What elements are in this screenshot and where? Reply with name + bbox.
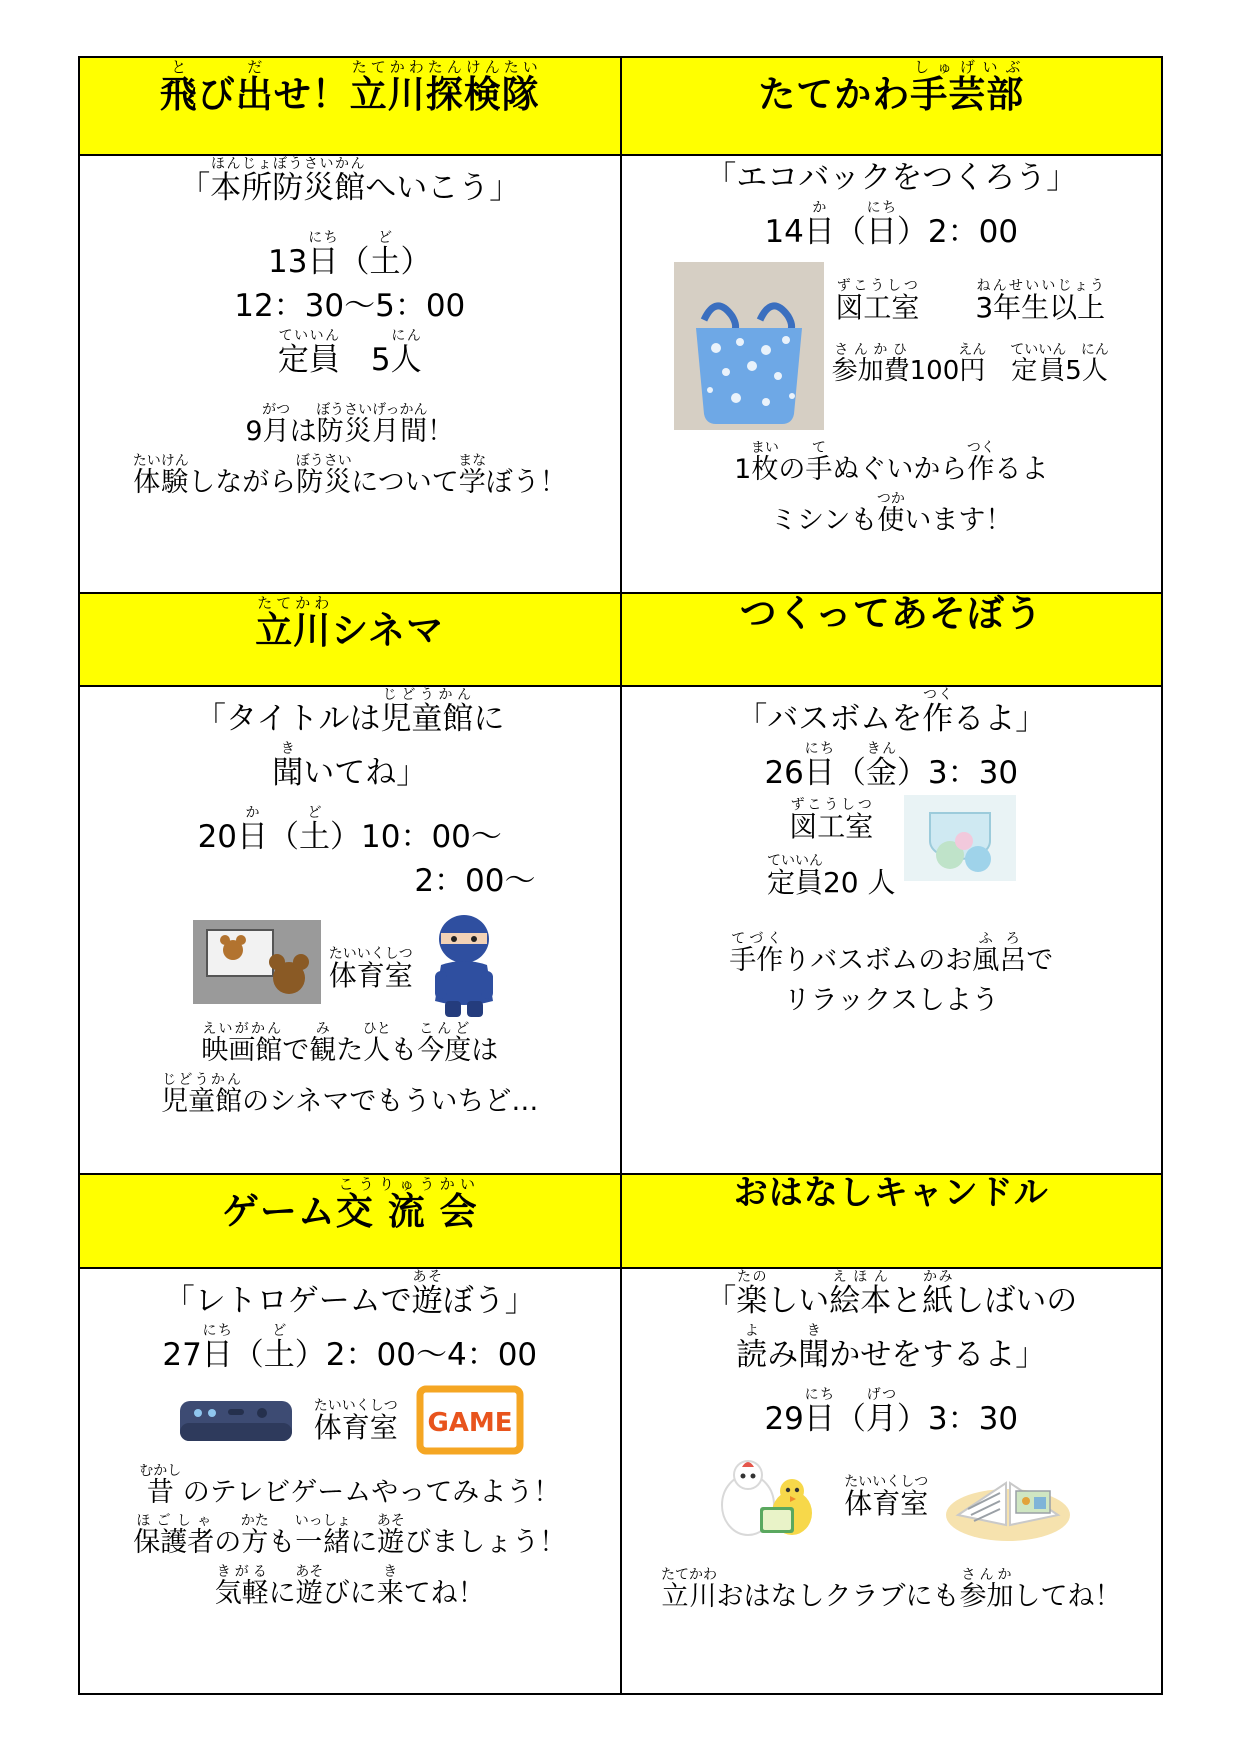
candle-title-line2: 読よみ聞きかせをするよ」 (736, 1322, 1047, 1373)
events-grid (78, 56, 1163, 1695)
header-shugei-title: たてかわ手芸部しゅげいぶ (758, 58, 1025, 116)
cinema-title-line1: 「タイトルは児童館じどうかんに (195, 687, 505, 738)
shugei-note-2: ミシンも使つかいます！ (770, 490, 1013, 536)
shugei-date: 14日か（日にち）2：00 (764, 200, 1019, 251)
header-cinema-title: 立川たてかわシネマ (255, 593, 445, 652)
picture-book-illustration (942, 1453, 1074, 1545)
game-note-2: 保護者ほごしゃの方かたも一緒いっしょに遊あそびましょう！ (133, 1513, 567, 1559)
game-badge (416, 1383, 524, 1457)
svg-text:GAME: GAME (427, 1407, 513, 1438)
header-game-title: ゲーム交 流 会こうりゅうかい (221, 1175, 478, 1233)
tanken-date: 13日にち（土ど） (268, 230, 432, 281)
chicks-illustration (708, 1451, 830, 1547)
shugei-note-1: 1枚まいの手てぬぐいから作つくるよ (734, 440, 1049, 486)
bathbomb-photo (904, 795, 1016, 881)
shugei-title: 「エコバックをつくろう」 (705, 160, 1078, 197)
eco-bag-photo (674, 262, 824, 430)
tsukutte-date: 26日にち（金きん）3：30 (764, 741, 1019, 792)
header-cinema (79, 593, 621, 687)
game-room: 体育室たいいくしつ (313, 1397, 398, 1444)
candle-room: 体育室たいいくしつ (844, 1473, 929, 1520)
cell-candle-body (621, 1268, 1163, 1694)
tsukutte-title: 「バスボムを作つくるよ」 (736, 687, 1047, 738)
game-console-illustration (176, 1387, 296, 1453)
tanken-capacity: 定員ていいん 5人にん (277, 328, 422, 379)
cinema-title-line2: 聞きいてね」 (272, 741, 428, 792)
shugei-fee-capacity: 参加費さんかひ100円えん 定員ていいん5人にん (831, 341, 1109, 386)
tanken-note-2: 体験たいけんしながら防災ぼうさいについて学まなぼう！ (132, 452, 567, 498)
tanken-note-1: 9月がつは防災月間ぼうさいげっかん！ (245, 402, 455, 448)
game-note-3: 気軽きがるに遊あそびに来きてね！ (214, 1563, 485, 1609)
header-tsukutte (621, 593, 1163, 687)
candle-title-line1: 「楽たのしい絵本えほんと紙かみしばいの (705, 1268, 1078, 1319)
cell-game-body (79, 1268, 621, 1694)
tsukutte-capacity: 定員ていいん20 人 (766, 853, 896, 900)
cell-shugei-body (621, 155, 1163, 592)
tsukutte-room: 図工室ずこうしつ (789, 797, 874, 844)
header-shugei (621, 57, 1163, 155)
game-title: 「レトロゲームで遊あそぼう」 (163, 1268, 536, 1319)
cinema-note-1: 映画館えいがかんで観みた人ひとも今度こんどは (201, 1021, 499, 1067)
header-game (79, 1174, 621, 1268)
cell-tanken-body (79, 155, 621, 592)
cell-tsukutte-body (621, 686, 1163, 1174)
header-tanken-title: 飛とび出だせ！立川探検隊たてかわたんけんたい (159, 58, 540, 116)
cell-cinema-body (79, 686, 621, 1174)
header-tsukutte-title: つくってあそぼう (739, 591, 1043, 635)
tanken-title: 「本所防災館ほんじょぼうさいかんへいこう」 (179, 156, 521, 207)
shugei-room-grade: 図工室ずこうしつ 3年生以上ねんせいいじょう (835, 278, 1106, 325)
header-tanken (79, 57, 621, 155)
cinema-time2: 2：00〜 (414, 863, 536, 900)
film-screen-photo (193, 920, 321, 1004)
bathbomb-illustration (904, 795, 1016, 881)
header-candle-title: おはなしキャンドル (733, 1173, 1049, 1213)
tanken-time: 12：30〜5：00 (234, 288, 466, 325)
ninja-illustration (421, 903, 507, 1021)
cinema-date: 20日か（土ど）10：00〜 (197, 805, 502, 856)
game-note-1: 昔むかし のテレビゲームやってみよう！ (139, 1462, 561, 1508)
cinema-note-2: 児童館じどうかんのシネマでもういちど… (161, 1071, 539, 1117)
film-screen-illustration (193, 920, 321, 1004)
tsukutte-note-2: リラックスしよう (783, 985, 999, 1017)
game-date: 27日にち（土ど）2：00〜4：00 (162, 1322, 538, 1373)
eco-bag-illustration (674, 262, 824, 430)
tsukutte-note-1: 手作てづくりバスボムのお風ふ呂ろで (729, 930, 1054, 976)
header-candle (621, 1174, 1163, 1268)
candle-note-1: 立川たてかわおはなしクラブにも参加さんかしてね！ (661, 1566, 1122, 1612)
candle-date: 29日にち（月げつ）3：30 (764, 1386, 1019, 1437)
cinema-room: 体育室たいいくしつ (328, 945, 413, 992)
